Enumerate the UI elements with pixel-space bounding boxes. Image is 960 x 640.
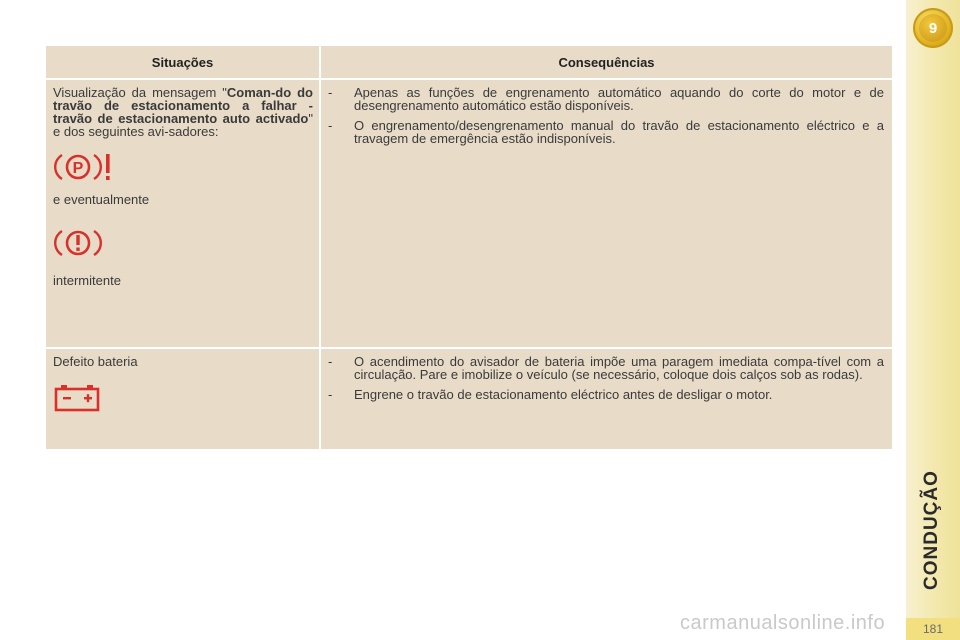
situation-text: Defeito bateria: [53, 354, 138, 369]
brake-warning-icon: [53, 226, 313, 262]
table-header-row: [46, 46, 892, 78]
situation-text: Visualização da mensagem "Coman-do do travão de estacionamento a falhar - travão de estacionamento auto activado" e dos seguintes avi-sadores:: [53, 85, 314, 139]
situation-cell: [46, 80, 319, 347]
consequence-cell: [321, 80, 892, 347]
battery-icon: [53, 384, 313, 414]
table-row: [46, 349, 892, 449]
flashing-label: intermitente: [53, 273, 121, 288]
section-title: CONDUÇÃO: [921, 470, 942, 590]
situation-message: Coman-do do travão de estacionamento a falhar - travão de estacionamento auto activado: [53, 85, 314, 126]
chapter-number: 9: [919, 14, 947, 42]
consequence-cell: [321, 349, 892, 449]
park-brake-fault-icon: [53, 150, 313, 186]
eventually-label: e eventualmente: [53, 192, 150, 207]
list-item: - O engrenamento/desengrenamento manual do travão de estacionamento eléctrico e a travagem de emergência estão indisponíveis.: [328, 118, 884, 146]
situation-cell: [46, 349, 319, 449]
table-row: [46, 80, 892, 347]
header-consequences: Consequências: [321, 46, 892, 78]
list-item: - Apenas as funções de engrenamento automático aquando do corte do motor e de desengrenamento automático estão disponíveis.: [328, 85, 884, 113]
warnings-table: [46, 46, 892, 449]
svg-text:P: P: [72, 160, 84, 177]
list-item: - Engrene o travão de estacionamento eléctrico antes de desligar o motor.: [328, 387, 773, 402]
chapter-badge: [913, 8, 953, 48]
watermark: carmanualsonline.info: [680, 612, 886, 634]
header-situations: Situações: [46, 46, 319, 78]
page-number: 181: [906, 618, 960, 640]
list-item: - O acendimento do avisador de bateria impõe uma paragem imediata compa-tível com a circulação. Pare e imobilize o veículo (se necessário, coloque dois calços sob as rodas).: [328, 354, 884, 382]
